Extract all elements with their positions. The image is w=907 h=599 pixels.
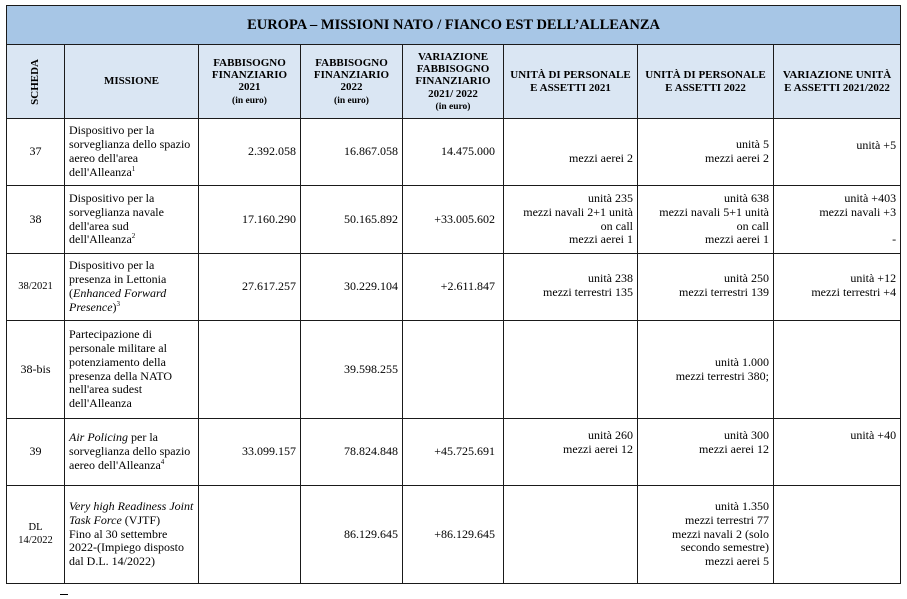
cell-var-unita: [774, 321, 901, 419]
cell-var-fab: [403, 321, 504, 419]
cell-fab2022: 86.129.645: [301, 486, 403, 584]
cell-unita2021: unità 238 mezzi terrestri 135: [504, 254, 638, 321]
cell-fab2022: 39.598.255: [301, 321, 403, 419]
cell-scheda: 39: [7, 419, 65, 486]
header-fab2022: FABBISOGNO FINANZIARIO 2022 (in euro): [301, 45, 403, 119]
cell-fab2022: 50.165.892: [301, 186, 403, 254]
cell-unita2021: [504, 321, 638, 419]
cell-fab2021: [199, 321, 301, 419]
cell-scheda: 38-bis: [7, 321, 65, 419]
cell-missione: Air Policing per la sorveglianza dello spazio aereo dell'Alleanza$^4$: [65, 419, 199, 486]
cell-unita2021: unità 235 mezzi navali 2+1 unità on call mezzi aerei 1: [504, 186, 638, 254]
cell-unita2022: unità 300 mezzi aerei 12: [638, 419, 774, 486]
cell-missione: Dispositivo per la sorveglianza dello spazio aereo dell'area dell'Alleanza$^1$: [65, 119, 199, 186]
header-var-fab: VARIAZIONE FABBISOGNO FINANZIARIO 2021/ 2022 (in euro): [403, 45, 504, 119]
table-row: [7, 419, 901, 486]
cell-unita2022: unità 5 mezzi aerei 2: [638, 119, 774, 186]
cell-missione: Very high Readiness Joint Task Force (VJTF) Fino al 30 settembre 2022-(Impiego disposto dal D.L. 14/2022): [65, 486, 199, 584]
cell-fab2021: 27.617.257: [199, 254, 301, 321]
cell-unita2021: mezzi aerei 2: [504, 119, 638, 186]
table-row: [7, 254, 901, 321]
header-var-unita: VARIAZIONE UNITÀ E ASSETTI 2021/2022: [774, 45, 901, 119]
missions-table: [6, 5, 901, 584]
cell-var-fab: +86.129.645: [403, 486, 504, 584]
cell-fab2021: 33.099.157: [199, 419, 301, 486]
cell-var-fab: +2.611.847: [403, 254, 504, 321]
cell-missione: Partecipazione di personale militare al potenziamento della presenza della NATO nell'area sudest dell'Alleanza: [65, 321, 199, 419]
header-unita2021: UNITÀ DI PERSONALE E ASSETTI 2021: [504, 45, 638, 119]
table-row: [7, 119, 901, 186]
cell-var-unita: unità +403 mezzi navali +3 -: [774, 186, 901, 254]
header-fab2021: FABBISOGNO FINANZIARIO 2021 (in euro): [199, 45, 301, 119]
cell-missione: Dispositivo per la presenza in Lettonia (Enhanced Forward Presence)$^3$: [65, 254, 199, 321]
cell-fab2021: 2.392.058: [199, 119, 301, 186]
table-title: EUROPA – MISSIONI NATO / FIANCO EST DELL’ALLEANZA: [7, 6, 901, 45]
cell-var-unita: unità +12 mezzi terrestri +4: [774, 254, 901, 321]
cell-missione: Dispositivo per la sorveglianza navale dell'area sud dell'Alleanza$^2$: [65, 186, 199, 254]
cell-unita2022: unità 638 mezzi navali 5+1 unità on call mezzi aerei 1: [638, 186, 774, 254]
cell-unita2021: [504, 486, 638, 584]
table-row: [7, 321, 901, 419]
cell-scheda: 37: [7, 119, 65, 186]
cell-scheda: 38/2021: [7, 254, 65, 321]
cell-fab2022: 16.867.058: [301, 119, 403, 186]
table-row: [7, 186, 901, 254]
footnote-rule: [60, 594, 68, 595]
cell-fab2022: 78.824.848: [301, 419, 403, 486]
header-unita2022: UNITÀ DI PERSONALE E ASSETTI 2022: [638, 45, 774, 119]
cell-var-unita: unità +40: [774, 419, 901, 486]
cell-fab2021: [199, 486, 301, 584]
cell-scheda: DL 14/2022: [7, 486, 65, 584]
cell-var-unita: [774, 486, 901, 584]
cell-unita2022: unità 1.000 mezzi terrestri 380;: [638, 321, 774, 419]
table-row: [7, 486, 901, 584]
cell-var-fab: +33.005.602: [403, 186, 504, 254]
header-missione: MISSIONE: [65, 45, 199, 119]
cell-var-fab: 14.475.000: [403, 119, 504, 186]
cell-unita2022: unità 250 mezzi terrestri 139: [638, 254, 774, 321]
cell-var-fab: +45.725.691: [403, 419, 504, 486]
cell-unita2021: unità 260 mezzi aerei 12: [504, 419, 638, 486]
cell-fab2021: 17.160.290: [199, 186, 301, 254]
cell-fab2022: 30.229.104: [301, 254, 403, 321]
cell-scheda: 38: [7, 186, 65, 254]
header-scheda: SCHEDA: [7, 45, 65, 119]
cell-unita2022: unità 1.350 mezzi terrestri 77 mezzi navali 2 (solo secondo semestre) mezzi aerei 5: [638, 486, 774, 584]
cell-var-unita: unità +5: [774, 119, 901, 186]
